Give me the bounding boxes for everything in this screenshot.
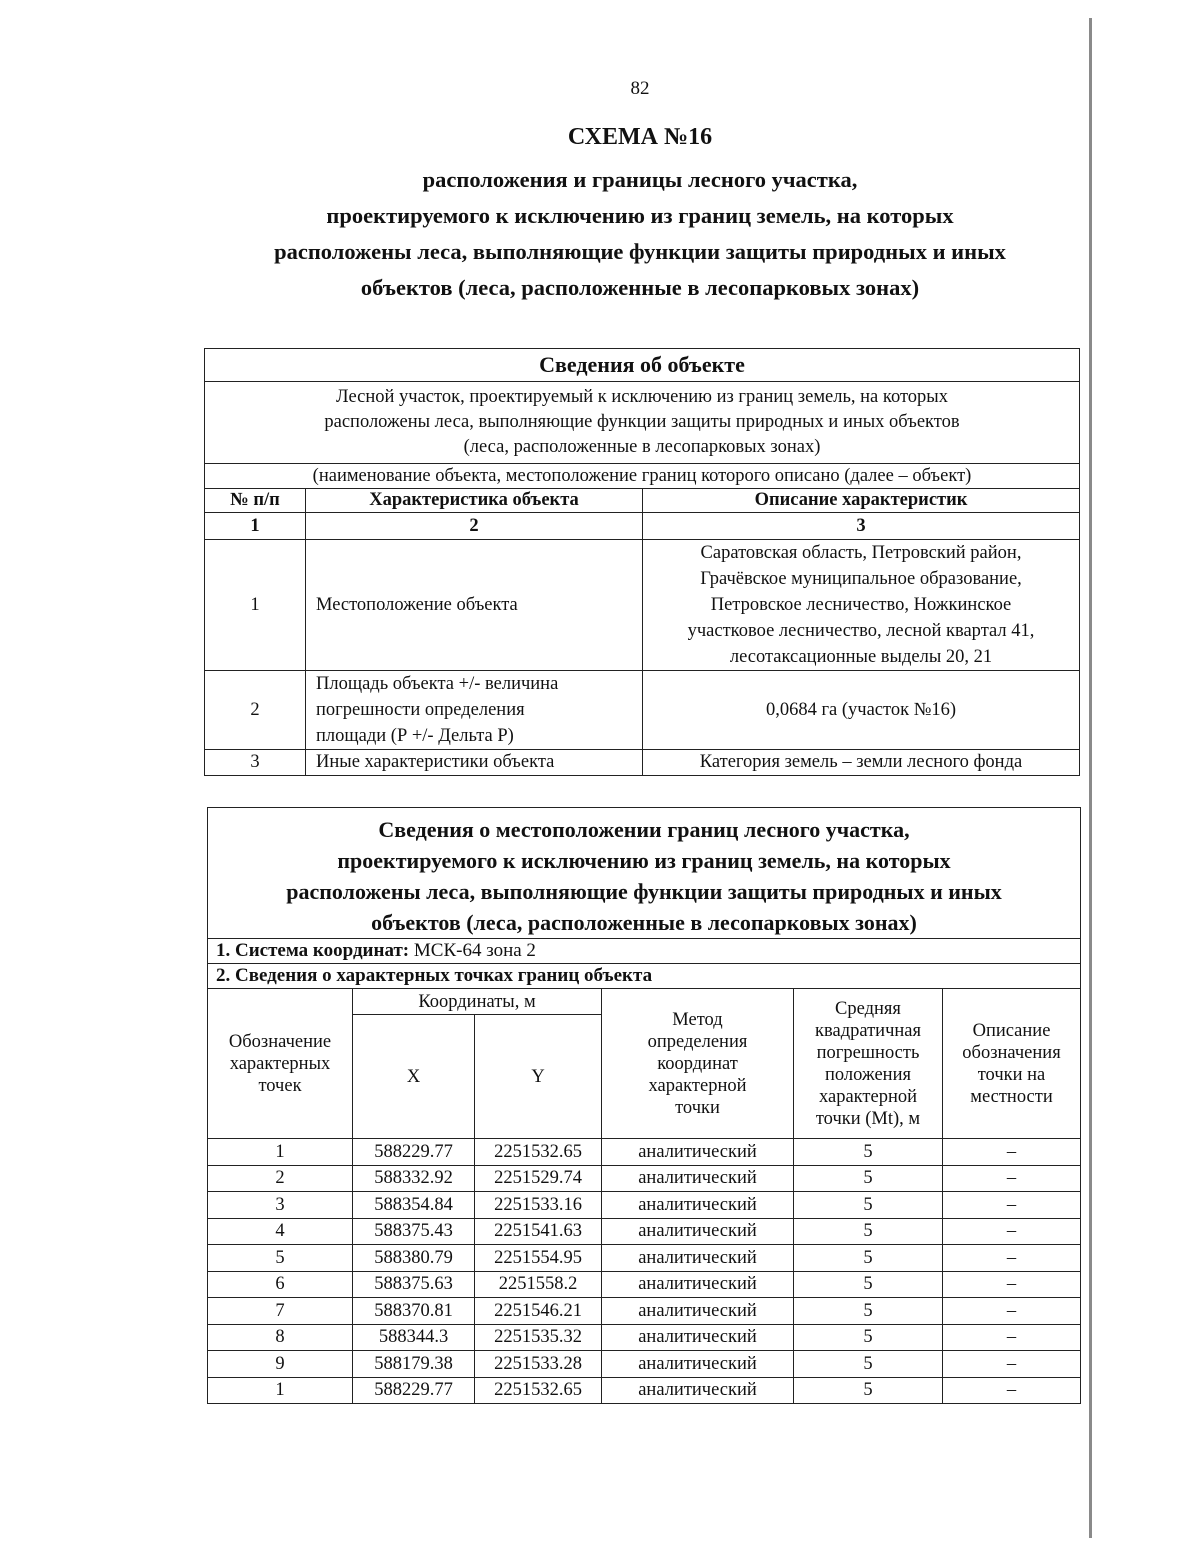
table-row (205, 540, 1080, 671)
x-header: X (353, 1015, 475, 1139)
table-row (208, 1245, 1081, 1272)
point-id: 2 (208, 1165, 353, 1192)
point-description: – (943, 1245, 1081, 1272)
point-error: 5 (794, 1271, 943, 1298)
column-number: 2 (306, 513, 643, 540)
point-y: 2251546.21 (475, 1298, 602, 1325)
description-line: Петровское лесничество, Ножкинское (710, 595, 1012, 615)
point-error: 5 (794, 1192, 943, 1219)
header-line: квадратичная (815, 1020, 921, 1041)
point-id: 7 (208, 1298, 353, 1325)
point-method: аналитический (602, 1271, 794, 1298)
coordinate-system-label: 1. Система координат: (216, 940, 410, 961)
description-line: участковое лесничество, лесной квартал 41, (687, 621, 1035, 641)
point-description: – (943, 1192, 1081, 1219)
header-line: Средняя (835, 998, 901, 1019)
scan-edge-line (1089, 18, 1092, 1538)
description-header (943, 989, 1081, 1139)
header-line: погрешность (816, 1042, 920, 1063)
point-description: – (943, 1351, 1081, 1378)
table-row (205, 750, 1080, 776)
points-section-label: 2. Сведения о характерных точках границ объекта (216, 965, 653, 986)
header-line: координат (657, 1053, 738, 1074)
table-row (208, 1139, 1081, 1166)
boundary-title-line: объектов (леса, расположенные в лесопарковых зонах) (371, 910, 917, 935)
point-method: аналитический (602, 1298, 794, 1325)
error-header (794, 989, 943, 1139)
header-line: Обозначение (228, 1031, 332, 1052)
point-method: аналитический (602, 1165, 794, 1192)
column-header: № п/п (205, 489, 306, 513)
description-line: лесотаксационные выделы 20, 21 (729, 647, 993, 667)
header-line: обозначения (962, 1042, 1061, 1063)
header-line: точки (Mt), м (815, 1108, 921, 1129)
object-name (205, 382, 1080, 464)
characteristic-line: площади (Р +/- Дельта Р) (316, 726, 514, 746)
column-header: Характеристика объекта (306, 489, 643, 513)
point-description: – (943, 1271, 1081, 1298)
point-x: 588229.77 (353, 1377, 475, 1404)
column-number: 3 (643, 513, 1080, 540)
point-y: 2251558.2 (475, 1271, 602, 1298)
header-line: характерной (648, 1075, 747, 1096)
point-description: – (943, 1324, 1081, 1351)
point-id: 8 (208, 1324, 353, 1351)
characteristic-line: погрешности определения (316, 700, 525, 720)
header-line: положения (825, 1064, 911, 1085)
point-method: аналитический (602, 1351, 794, 1378)
point-error: 5 (794, 1245, 943, 1272)
point-x: 588344.3 (353, 1324, 475, 1351)
point-error: 5 (794, 1298, 943, 1325)
point-description: – (943, 1298, 1081, 1325)
point-x: 588375.43 (353, 1218, 475, 1245)
header-line: точек (258, 1075, 302, 1096)
y-header: Y (475, 1015, 602, 1139)
point-x: 588375.63 (353, 1271, 475, 1298)
boundary-title-line: Сведения о местоположении границ лесного участка, (378, 817, 910, 842)
header-line: Метод (672, 1009, 723, 1030)
header-line: характерной (818, 1086, 918, 1107)
row-number: 3 (205, 750, 306, 776)
header-line: определения (647, 1031, 748, 1052)
description-line: Грачёвское муниципальное образование, (700, 569, 1022, 589)
row-number: 2 (205, 671, 306, 750)
point-description: – (943, 1377, 1081, 1404)
point-description: – (943, 1139, 1081, 1166)
object-info-title: Сведения об объекте (205, 349, 1080, 382)
point-method: аналитический (602, 1218, 794, 1245)
point-error: 5 (794, 1377, 943, 1404)
point-y: 2251533.16 (475, 1192, 602, 1219)
heading-line: проектируемого к исключению из границ земель, на которых (326, 203, 954, 228)
column-header: Описание характеристик (643, 489, 1080, 513)
point-x: 588179.38 (353, 1351, 475, 1378)
point-description: – (943, 1165, 1081, 1192)
point-x: 588354.84 (353, 1192, 475, 1219)
row-description: Категория земель – земли лесного фонда (643, 750, 1080, 776)
row-description: 0,0684 га (участок №16) (643, 671, 1080, 750)
boundary-title-line: расположены леса, выполняющие функции защиты природных и иных (286, 879, 1002, 904)
boundary-title-line: проектируемого к исключению из границ земель, на которых (337, 848, 951, 873)
point-x: 588332.92 (353, 1165, 475, 1192)
row-number: 1 (205, 540, 306, 671)
point-error: 5 (794, 1218, 943, 1245)
row-characteristic: Местоположение объекта (306, 540, 643, 671)
point-method: аналитический (602, 1377, 794, 1404)
header-line: Описание (972, 1020, 1051, 1041)
coordinate-system (208, 939, 1081, 964)
coordinates-header: Координаты, м (353, 989, 602, 1015)
point-method: аналитический (602, 1245, 794, 1272)
heading-line: расположены леса, выполняющие функции защиты природных и иных (274, 239, 1006, 264)
column-number: 1 (205, 513, 306, 540)
row-description (643, 540, 1080, 671)
coordinate-system-value: МСК-64 зона 2 (413, 940, 536, 961)
table-row (208, 1218, 1081, 1245)
table-row (208, 1271, 1081, 1298)
heading-line: объектов (леса, расположенные в лесопарковых зонах) (360, 275, 920, 300)
point-id: 3 (208, 1192, 353, 1219)
heading-line: расположения и границы лесного участка, (422, 167, 858, 192)
row-characteristic (306, 671, 643, 750)
point-id: 1 (208, 1377, 353, 1404)
point-y: 2251532.65 (475, 1377, 602, 1404)
table-row (208, 1377, 1081, 1404)
point-id: 6 (208, 1271, 353, 1298)
row-characteristic: Иные характеристики объекта (306, 750, 643, 776)
characteristic-line: Площадь объекта +/- величина (316, 674, 559, 694)
header-line: точки на (977, 1064, 1046, 1085)
method-header (602, 989, 794, 1139)
table-row (208, 1192, 1081, 1219)
point-error: 5 (794, 1139, 943, 1166)
object-info-table (204, 348, 1080, 776)
object-name-line: расположены леса, выполняющие функции защиты природных и иных объектов (324, 412, 960, 432)
header-line: точки (675, 1097, 720, 1118)
point-description: – (943, 1218, 1081, 1245)
table-row (208, 1165, 1081, 1192)
point-y: 2251532.65 (475, 1139, 602, 1166)
point-y: 2251529.74 (475, 1165, 602, 1192)
point-id: 5 (208, 1245, 353, 1272)
point-error: 5 (794, 1351, 943, 1378)
table-row (205, 671, 1080, 750)
point-id: 4 (208, 1218, 353, 1245)
table-row (208, 1324, 1081, 1351)
point-x: 588380.79 (353, 1245, 475, 1272)
point-method: аналитический (602, 1324, 794, 1351)
table-row (208, 1351, 1081, 1378)
point-x: 588229.77 (353, 1139, 475, 1166)
header-line: местности (970, 1086, 1053, 1107)
header-line: характерных (229, 1053, 331, 1074)
point-y: 2251533.28 (475, 1351, 602, 1378)
point-id: 1 (208, 1139, 353, 1166)
point-method: аналитический (602, 1192, 794, 1219)
table-row (208, 1298, 1081, 1325)
point-id: 9 (208, 1351, 353, 1378)
designation-header (208, 989, 353, 1139)
points-section-title (208, 964, 1081, 989)
object-name-line: (леса, расположенные в лесопарковых зонах) (463, 437, 821, 457)
boundary-info-table (207, 807, 1081, 1404)
page-number: 82 (630, 78, 650, 99)
page-heading (200, 120, 1080, 306)
point-y: 2251554.95 (475, 1245, 602, 1272)
point-method: аналитический (602, 1139, 794, 1166)
object-caption: (наименование объекта, местоположение границ которого описано (далее – объект) (205, 464, 1080, 489)
scheme-title: СХЕМА №16 (567, 124, 713, 150)
description-line: Саратовская область, Петровский район, (700, 543, 1022, 563)
boundary-info-title (208, 808, 1081, 939)
point-error: 5 (794, 1165, 943, 1192)
point-x: 588370.81 (353, 1298, 475, 1325)
object-name-line: Лесной участок, проектируемый к исключению из границ земель, на которых (336, 387, 948, 407)
point-error: 5 (794, 1324, 943, 1351)
point-y: 2251535.32 (475, 1324, 602, 1351)
point-y: 2251541.63 (475, 1218, 602, 1245)
